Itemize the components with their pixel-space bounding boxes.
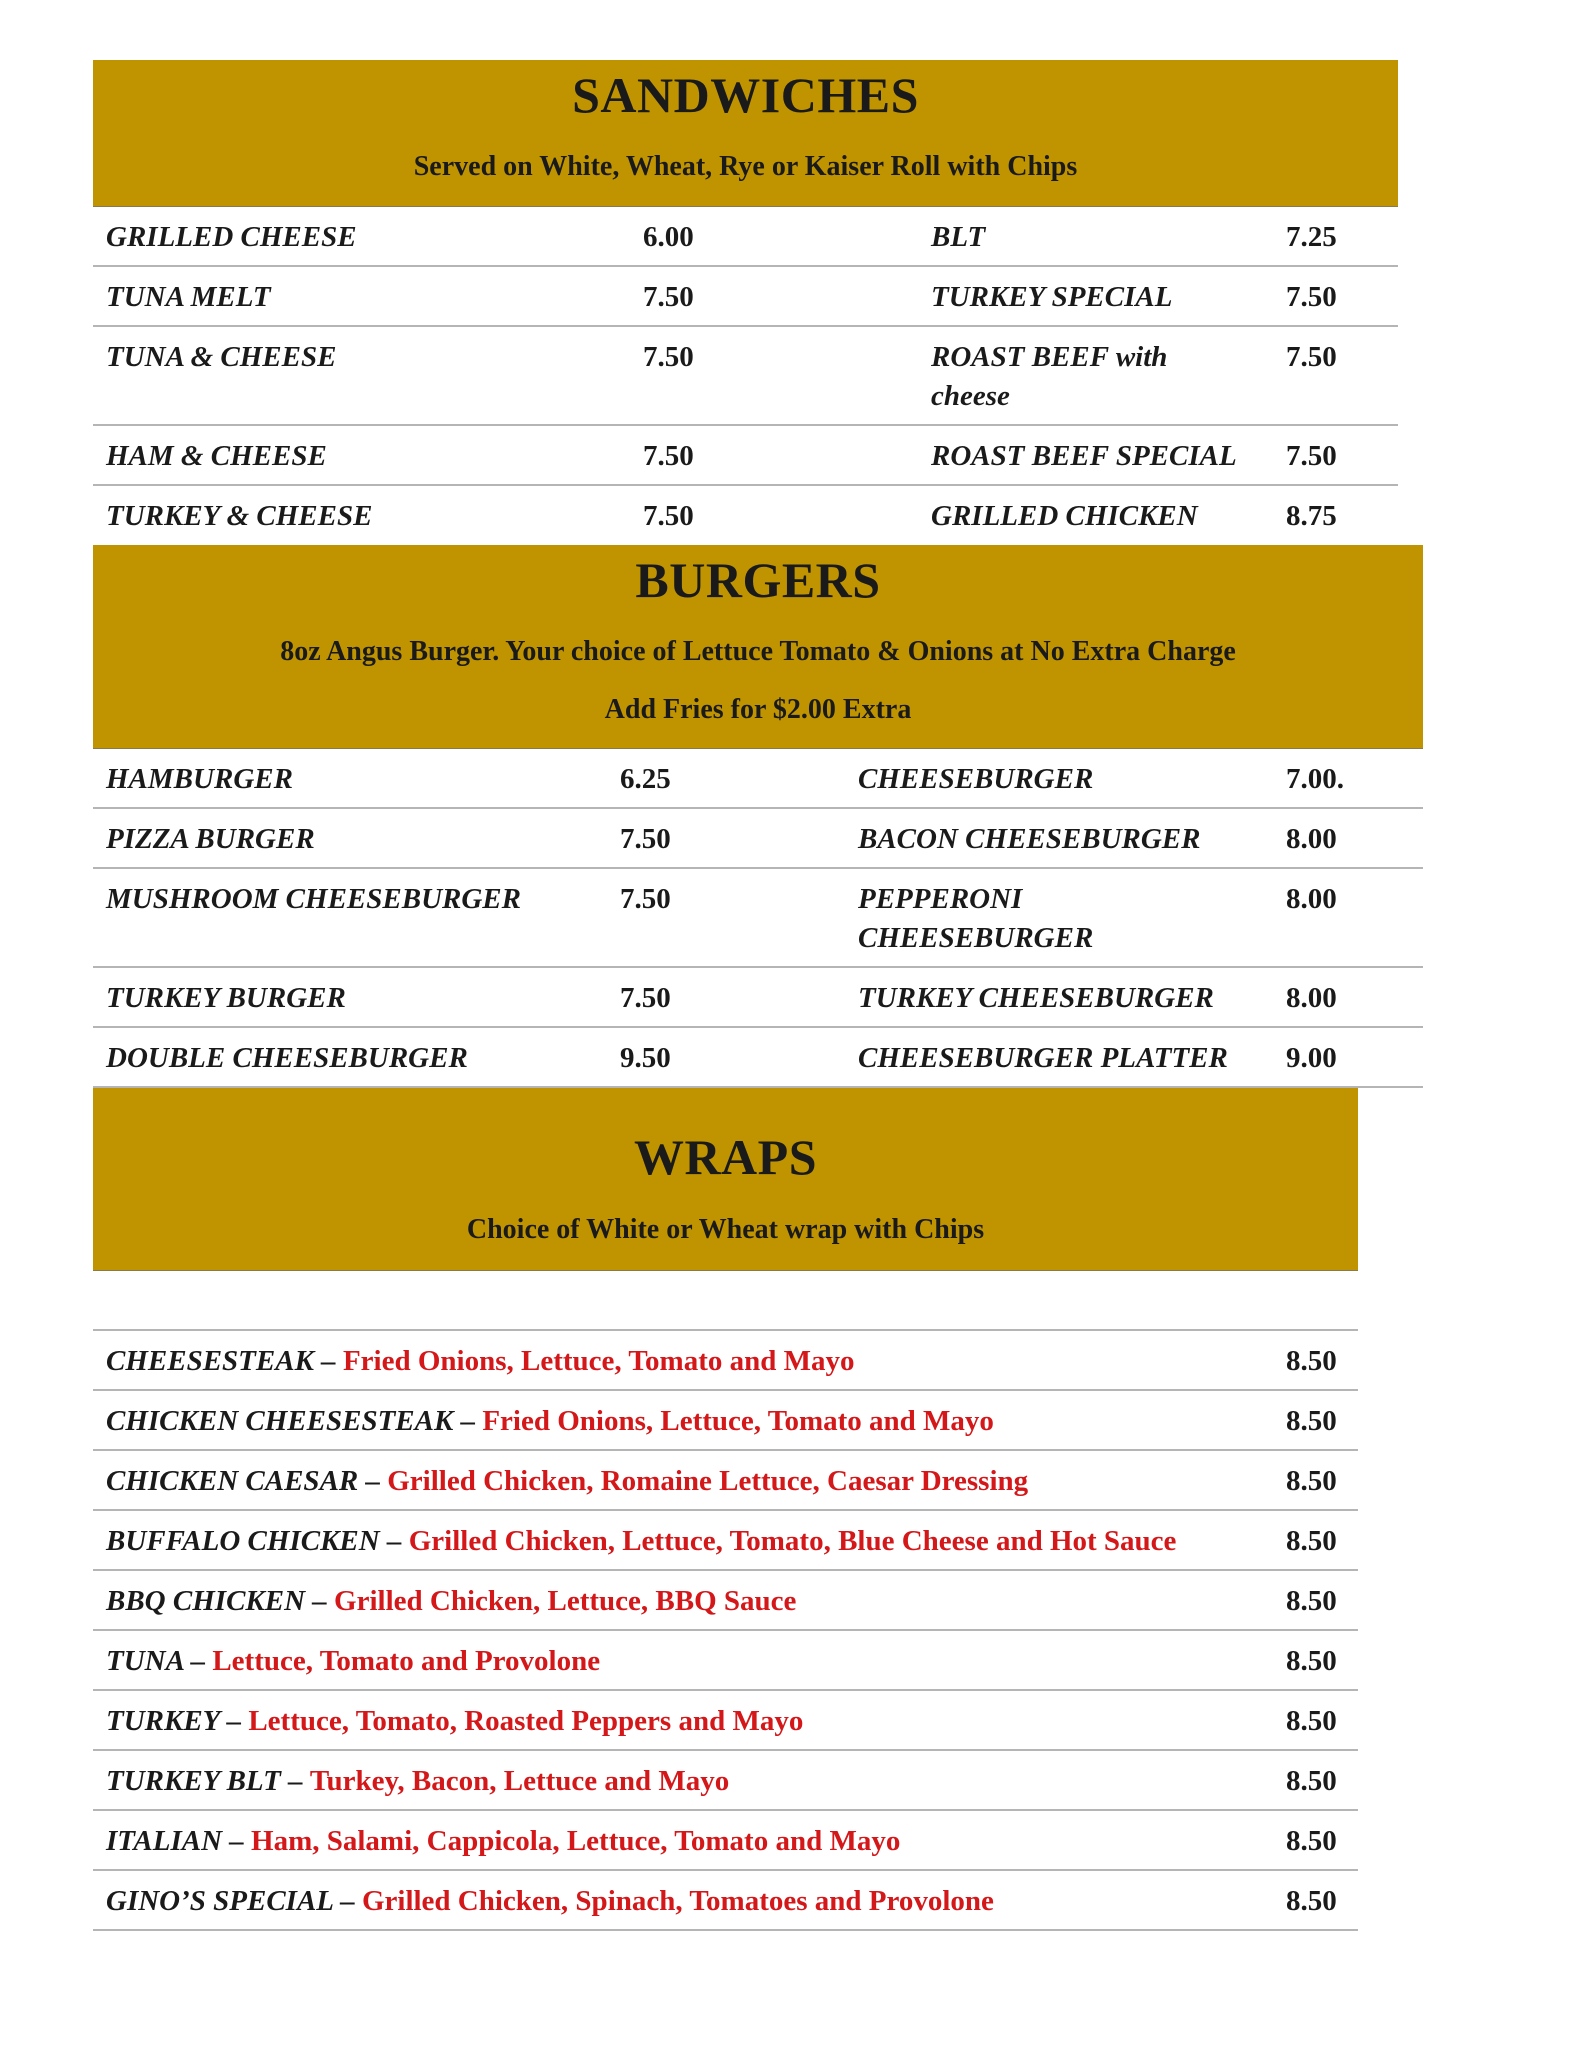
item-description: Grilled Chicken, Romaine Lettuce, Caesar Dressing — [387, 1465, 1029, 1497]
sandwiches-header — [93, 60, 1398, 207]
item-price: 7.50 — [620, 982, 671, 1014]
item-price: 9.50 — [620, 1042, 671, 1074]
item-name: PIZZA BURGER — [106, 823, 315, 855]
item-price: 7.50 — [1286, 281, 1337, 313]
item-price: 8.00 — [1286, 823, 1337, 855]
item-price: 7.00. — [1286, 763, 1344, 795]
item-name: DOUBLE CHEESEBURGER — [106, 1042, 468, 1074]
menu-row — [93, 1871, 1358, 1931]
wraps-header — [93, 1088, 1358, 1271]
menu-row — [93, 1451, 1358, 1511]
item-price: 9.00 — [1286, 1042, 1337, 1074]
item-name: MUSHROOM CHEESEBURGER — [106, 883, 521, 915]
item-price: 8.50 — [1286, 1645, 1337, 1677]
menu-row — [93, 869, 1423, 968]
item-description: Grilled Chicken, Lettuce, BBQ Sauce — [334, 1585, 797, 1617]
menu-row — [93, 968, 1423, 1028]
item-description: Turkey, Bacon, Lettuce and Mayo — [309, 1765, 730, 1797]
item-description: Grilled Chicken, Spinach, Tomatoes and Provolone — [361, 1885, 994, 1917]
item-name: GRILLED CHICKEN — [931, 500, 1198, 532]
item-name: BLT — [931, 221, 986, 253]
item-name: BBQ CHICKEN – — [106, 1585, 335, 1617]
item-name: TURKEY CHEESEBURGER — [858, 982, 1214, 1014]
item-price: 8.50 — [1286, 1585, 1337, 1617]
item-price: 8.00 — [1286, 883, 1337, 915]
item-name: TUNA & CHEESE — [106, 341, 337, 373]
item-name: GINO’S SPECIAL – — [106, 1885, 362, 1917]
item-name: TURKEY – — [106, 1705, 249, 1737]
menu-row — [93, 1631, 1358, 1691]
item-price: 6.00 — [643, 221, 694, 253]
item-name: TUNA – — [106, 1645, 213, 1677]
item-price: 7.25 — [1286, 221, 1337, 253]
menu-row — [93, 1331, 1358, 1391]
section-title: WRAPS — [633, 1129, 818, 1185]
item-price: 6.25 — [620, 763, 671, 795]
item-name: CHEESEBURGER — [858, 763, 1094, 795]
section-note: Add Fries for $2.00 Extra — [604, 694, 912, 725]
menu-row — [93, 1751, 1358, 1811]
section-subtitle: Choice of White or Wheat wrap with Chips — [466, 1214, 985, 1245]
menu-row — [93, 267, 1398, 327]
section-title: SANDWICHES — [572, 67, 919, 123]
menu-row — [93, 1511, 1358, 1571]
item-name: CHEESEBURGER PLATTER — [858, 1042, 1228, 1074]
menu-row — [93, 1691, 1358, 1751]
item-name: HAMBURGER — [106, 763, 293, 795]
section-subtitle: 8oz Angus Burger. Your choice of Lettuce Tomato & Onions at No Extra Charge — [280, 636, 1236, 667]
menu-row — [93, 1028, 1423, 1088]
menu-row — [93, 749, 1423, 809]
menu-row — [93, 1391, 1358, 1451]
item-name: BUFFALO CHICKEN – — [106, 1525, 409, 1557]
item-price: 8.00 — [1286, 982, 1337, 1014]
menu-row — [93, 809, 1423, 869]
item-price: 8.50 — [1286, 1465, 1337, 1497]
item-price: 8.50 — [1286, 1825, 1337, 1857]
spacer-row — [93, 1271, 1358, 1331]
item-name: TURKEY & CHEESE — [106, 500, 373, 532]
item-name: CHICKEN CAESAR – — [106, 1465, 388, 1497]
item-name: BACON CHEESEBURGER — [858, 823, 1201, 855]
item-price: 8.50 — [1286, 1405, 1337, 1437]
item-name: ROAST BEEF with cheese — [931, 341, 1168, 412]
item-description: Fried Onions, Lettuce, Tomato and Mayo — [342, 1345, 855, 1377]
item-name: TURKEY BURGER — [106, 982, 346, 1014]
wraps-section — [93, 1088, 1358, 1931]
menu-row — [93, 327, 1398, 426]
burgers-header — [93, 545, 1423, 749]
item-price: 8.50 — [1286, 1705, 1337, 1737]
item-price: 7.50 — [1286, 440, 1337, 472]
item-price: 8.50 — [1286, 1345, 1337, 1377]
item-price: 7.50 — [620, 823, 671, 855]
menu-row — [93, 1811, 1358, 1871]
menu-row — [93, 486, 1398, 544]
item-name: GRILLED CHEESE — [106, 221, 357, 253]
item-name: TUNA MELT — [106, 281, 271, 313]
menu-row — [93, 426, 1398, 486]
item-price: 8.50 — [1286, 1885, 1337, 1917]
item-name: TURKEY SPECIAL — [931, 281, 1173, 313]
item-name: TURKEY BLT – — [106, 1765, 310, 1797]
item-price: 7.50 — [643, 281, 694, 313]
item-description: Lettuce, Tomato, Roasted Peppers and Mayo — [248, 1705, 804, 1737]
item-description: Grilled Chicken, Lettuce, Tomato, Blue Cheese and Hot Sauce — [408, 1525, 1177, 1557]
item-price: 7.50 — [643, 341, 694, 373]
section-subtitle: Served on White, Wheat, Rye or Kaiser Roll with Chips — [413, 151, 1078, 182]
menu-row — [93, 207, 1398, 267]
item-name: PEPPERONI CHEESEBURGER — [858, 883, 1094, 954]
menu-row — [93, 1571, 1358, 1631]
item-price: 8.50 — [1286, 1525, 1337, 1557]
item-price: 7.50 — [643, 440, 694, 472]
item-name: CHEESESTEAK – — [106, 1345, 343, 1377]
item-price: 8.50 — [1286, 1765, 1337, 1797]
item-description: Ham, Salami, Cappicola, Lettuce, Tomato and Mayo — [251, 1825, 901, 1857]
section-title: BURGERS — [635, 552, 881, 608]
item-price: 7.50 — [620, 883, 671, 915]
sandwiches-section — [93, 60, 1398, 544]
item-description: Lettuce, Tomato and Provolone — [212, 1645, 601, 1677]
item-name: ROAST BEEF SPECIAL — [931, 440, 1237, 472]
item-price: 7.50 — [643, 500, 694, 532]
item-name: ITALIAN – — [106, 1825, 252, 1857]
item-price: 8.75 — [1286, 500, 1337, 532]
item-price: 7.50 — [1286, 341, 1337, 373]
item-name: HAM & CHEESE — [106, 440, 327, 472]
burgers-section — [93, 545, 1423, 1088]
item-description: Fried Onions, Lettuce, Tomato and Mayo — [482, 1405, 994, 1437]
item-name: CHICKEN CHEESESTEAK – — [106, 1405, 483, 1437]
